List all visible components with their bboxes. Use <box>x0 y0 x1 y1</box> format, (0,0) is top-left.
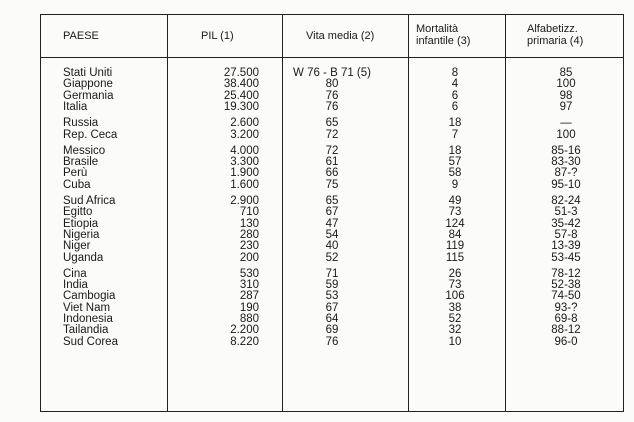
literacy-cell: 53-45 <box>551 251 581 264</box>
infant-mortality-cell: 18 <box>448 117 462 130</box>
country-cell: Niger <box>63 240 91 253</box>
country-cell: Indonesia <box>63 313 113 325</box>
literacy-cell: 85-16 <box>551 144 581 157</box>
infant-mortality-cell: 7 <box>451 128 459 141</box>
literacy-cell: 13-39 <box>551 240 581 253</box>
header-mortalita-line1: Mortalità <box>416 23 459 35</box>
country-cell: Cina <box>63 267 87 280</box>
header-pil: PIL (1) <box>201 30 234 42</box>
life-expectancy-cell: 72 <box>325 128 339 141</box>
header-divider <box>41 57 623 58</box>
pil-cell: 3.300 <box>230 156 259 169</box>
life-expectancy-cell: 59 <box>325 279 339 292</box>
header-alfabetizzazione-line2: primaria (4) <box>527 35 584 47</box>
country-cell: Perù <box>63 167 88 180</box>
country-cell: Brasile <box>63 156 99 169</box>
literacy-cell: 87-? <box>554 167 578 180</box>
country-cell: Sud Corea <box>63 335 118 348</box>
country-cell: Sud Africa <box>63 195 116 207</box>
pil-cell: 2.600 <box>230 117 259 130</box>
country-cell: Rep. Ceca <box>63 128 118 141</box>
pil-cell: 2.200 <box>230 324 259 337</box>
infant-mortality-cell: 38 <box>448 301 462 314</box>
life-expectancy-cell: 76 <box>325 335 339 348</box>
literacy-cell: — <box>560 117 572 130</box>
life-expectancy-cell: 76 <box>325 89 339 102</box>
literacy-cell: 82-24 <box>551 195 581 207</box>
literacy-cell: 100 <box>556 128 576 141</box>
pil-cell: 200 <box>239 251 259 264</box>
infant-mortality-cell: 26 <box>448 267 462 280</box>
literacy-cell: 97 <box>559 100 573 113</box>
pil-cell: 8.220 <box>230 335 259 348</box>
header-alfabetizzazione-line1: Alfabetizz. <box>527 23 578 35</box>
pil-cell: 880 <box>239 313 259 325</box>
life-expectancy-cell: 54 <box>325 228 339 241</box>
country-cell: Italia <box>63 100 88 113</box>
pil-cell: 710 <box>239 206 259 219</box>
life-expectancy-cell: 67 <box>325 206 339 219</box>
infant-mortality-cell: 52 <box>448 313 462 325</box>
header-mortalita <box>416 23 470 47</box>
country-cell: Cambogia <box>63 290 116 303</box>
life-expectancy-cell: 52 <box>325 251 339 264</box>
literacy-cell: 85 <box>559 67 573 79</box>
column-divider <box>505 15 506 411</box>
infant-mortality-cell: 6 <box>451 100 459 113</box>
pil-cell: 2.900 <box>230 195 259 207</box>
infant-mortality-cell: 6 <box>451 89 459 102</box>
life-expectancy-cell: 80 <box>325 78 339 91</box>
literacy-cell: 93-? <box>554 301 578 314</box>
infant-mortality-cell: 9 <box>451 178 459 191</box>
infant-mortality-cell: 73 <box>448 206 462 219</box>
country-cell: Cuba <box>63 178 91 191</box>
life-expectancy-cell: 66 <box>325 167 339 180</box>
header-vita-media: Vita media (2) <box>306 30 375 42</box>
pil-cell: 38.400 <box>223 78 259 91</box>
country-cell: Germania <box>63 89 114 102</box>
infant-mortality-cell: 4 <box>451 78 459 91</box>
life-expectancy-cell: 40 <box>325 240 339 253</box>
literacy-cell: 57-8 <box>554 228 578 241</box>
literacy-cell: 69-8 <box>554 313 578 325</box>
life-expectancy-cell: 65 <box>325 195 339 207</box>
pil-cell: 130 <box>239 217 259 230</box>
infant-mortality-cell: 10 <box>448 335 462 348</box>
pil-cell: 25.400 <box>223 89 259 102</box>
life-expectancy-cell: 61 <box>325 156 339 169</box>
literacy-cell: 100 <box>556 78 576 91</box>
life-expectancy-cell: 75 <box>325 178 339 191</box>
pil-cell: 1.600 <box>230 178 259 191</box>
life-expectancy-cell: 47 <box>325 217 339 230</box>
country-cell: Uganda <box>63 251 104 264</box>
infant-mortality-cell: 115 <box>445 251 465 264</box>
column-divider <box>408 15 409 411</box>
country-cell: Giappone <box>63 78 113 91</box>
infant-mortality-cell: 32 <box>448 324 462 337</box>
infant-mortality-cell: 124 <box>445 217 465 230</box>
life-expectancy-cell: W 76 - B 71 (5) <box>293 67 371 79</box>
infant-mortality-cell: 58 <box>448 167 462 180</box>
literacy-cell: 74-50 <box>551 290 581 303</box>
life-expectancy-cell: 53 <box>325 290 339 303</box>
pil-cell: 280 <box>239 228 259 241</box>
country-cell: Nigeria <box>63 228 100 241</box>
infant-mortality-cell: 119 <box>445 240 465 253</box>
country-cell: Etiopia <box>63 217 99 230</box>
country-cell: Stati Uniti <box>63 67 113 79</box>
infant-mortality-cell: 49 <box>448 195 462 207</box>
pil-cell: 190 <box>239 301 259 314</box>
header-paese: PAESE <box>63 30 99 42</box>
pil-cell: 230 <box>239 240 259 253</box>
literacy-cell: 51-3 <box>554 206 578 219</box>
literacy-cell: 96-0 <box>554 335 578 348</box>
infant-mortality-cell: 73 <box>448 279 462 292</box>
life-expectancy-cell: 64 <box>325 313 339 325</box>
life-expectancy-cell: 65 <box>325 117 339 130</box>
literacy-cell: 95-10 <box>551 178 581 191</box>
literacy-cell: 88-12 <box>551 324 581 337</box>
country-cell: Russia <box>63 117 99 130</box>
life-expectancy-cell: 76 <box>325 100 339 113</box>
country-cell: India <box>63 279 88 292</box>
country-cell: Messico <box>63 144 106 157</box>
pil-cell: 1.900 <box>230 167 259 180</box>
pil-cell: 3.200 <box>230 128 259 141</box>
life-expectancy-cell: 67 <box>325 301 339 314</box>
country-cell: Tailandia <box>63 324 109 337</box>
pil-cell: 310 <box>239 279 259 292</box>
literacy-cell: 35-42 <box>551 217 581 230</box>
literacy-cell: 78-12 <box>551 267 581 280</box>
country-cell: Egitto <box>63 206 93 219</box>
header-alfabetizzazione <box>527 23 583 47</box>
country-cell: Viet Nam <box>63 301 111 314</box>
pil-cell: 19.300 <box>223 100 259 113</box>
literacy-cell: 98 <box>559 89 573 102</box>
literacy-cell: 83-30 <box>551 156 581 169</box>
pil-cell: 287 <box>239 290 259 303</box>
statistics-table <box>40 14 624 412</box>
pil-cell: 27.500 <box>223 67 259 79</box>
infant-mortality-cell: 18 <box>448 144 462 157</box>
life-expectancy-cell: 71 <box>325 267 339 280</box>
life-expectancy-cell: 69 <box>325 324 339 337</box>
pil-cell: 530 <box>239 267 259 280</box>
header-mortalita-line2: infantile (3) <box>416 35 471 47</box>
infant-mortality-cell: 84 <box>448 228 462 241</box>
column-divider <box>167 15 168 411</box>
infant-mortality-cell: 57 <box>448 156 462 169</box>
literacy-cell: 52-38 <box>551 279 581 292</box>
pil-cell: 4.000 <box>230 144 259 157</box>
infant-mortality-cell: 106 <box>445 290 465 303</box>
life-expectancy-cell: 72 <box>325 144 339 157</box>
infant-mortality-cell: 8 <box>451 67 459 79</box>
